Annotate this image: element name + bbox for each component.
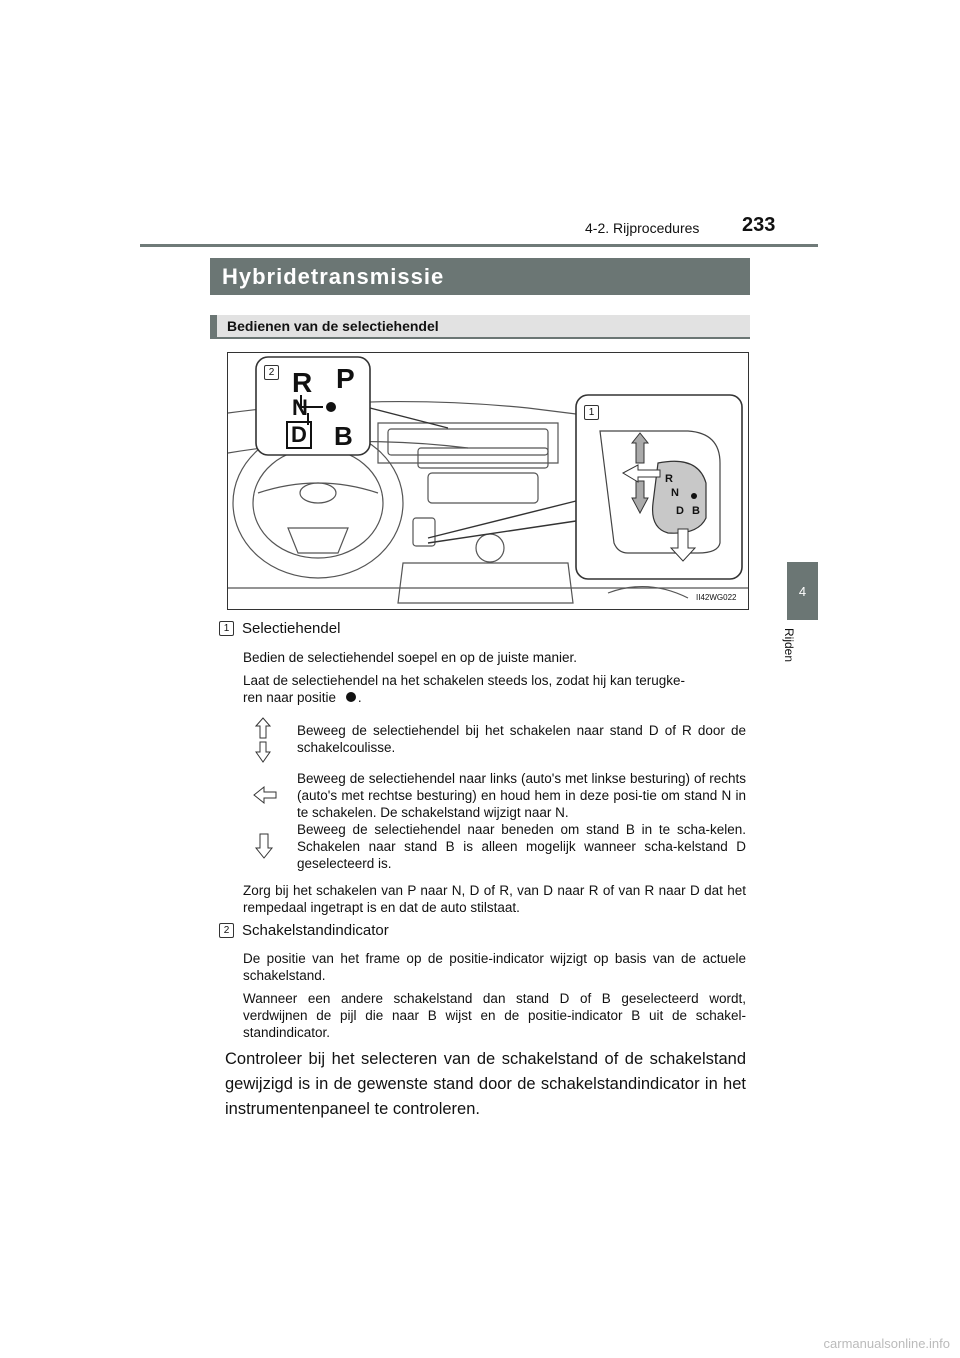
knob-n: N: [671, 487, 679, 499]
item-1-paragraph-2c: .: [357, 690, 362, 705]
down-arrow-icon: [254, 832, 274, 860]
section-subtitle: Bedienen van de selectiehendel: [210, 315, 750, 339]
item-1-paragraph-2b: ren naar positie: [243, 690, 337, 705]
indicator-b: B: [334, 421, 353, 451]
page-number: 233: [742, 214, 776, 236]
knob-b: B: [692, 505, 700, 517]
item-1-paragraph-2: [243, 672, 746, 706]
op-2-text: Beweeg de selectiehendel naar links (auto's met linkse besturing) of rechts (auto's met rechtse besturing) en houd hem in deze posi-tie om stand N in te schakelen. De schakelstand wijzigt naar N.: [297, 771, 746, 820]
indicator-n: N: [292, 395, 308, 420]
watermark: carmanualsonline.info: [823, 1336, 950, 1351]
header-rule: [140, 244, 818, 247]
closing-paragraph: Controleer bij het selecteren van de schakelstand of de schakelstand gewijzigd is in de gewenste stand door de schakelstandindicator in het instrumentenpaneel te controleren.: [225, 1050, 746, 1118]
item-2-paragraph-1: De positie van het frame op de positie-indicator wijzigt op basis van de actuele schakelstand.: [243, 951, 746, 983]
item-1-paragraph-2a: Laat de selectiehendel na het schakelen steeds los, zodat hij kan terugke-: [243, 673, 686, 688]
item-1-heading: Selectiehendel: [242, 620, 341, 637]
callout-2: 2: [264, 365, 279, 380]
item-1-paragraph-3: Zorg bij het schakelen van P naar N, D of R, van D naar R of van R naar D dat het rempedaal ingetrapt is en dat de auto stilstaat.: [243, 883, 746, 915]
callout-1: 1: [584, 405, 599, 420]
indicator-d: D: [286, 421, 312, 449]
chapter-label: Rijden: [782, 628, 796, 663]
chapter-tab: [787, 562, 818, 620]
chapter-number: 4: [798, 583, 807, 599]
item-1-number: 1: [219, 621, 234, 636]
left-arrow-icon: [252, 785, 278, 805]
op-1-text: Beweeg de selectiehendel bij het schakelen naar stand D of R door de schakelcoulisse.: [297, 723, 746, 755]
item-2-paragraph-2: Wanneer een andere schakelstand dan stand D of B geselecteerd wordt, verdwijnen de pijl die naar B wijst en de positie-indicator B uit de schakel-standindicator.: [243, 991, 746, 1040]
item-1-paragraph-1: Bedien de selectiehendel soepel en op de juiste manier.: [243, 650, 577, 665]
figure-code: II42WG022: [696, 593, 737, 602]
up-down-arrows-icon: [252, 716, 274, 766]
knob-dot-icon: [691, 493, 697, 499]
item-2-number: 2: [219, 923, 234, 938]
knob-r: R: [665, 473, 673, 485]
dashboard-figure: [227, 352, 749, 610]
page-title: Hybridetransmissie: [210, 258, 750, 295]
section-reference: 4-2. Rijprocedures: [585, 220, 700, 236]
knob-d: D: [676, 505, 684, 517]
op-3-text: Beweeg de selectiehendel naar beneden om stand B in te scha-kelen. Schakelen naar stand B is alleen mogelijk wanneer scha-kelstand D geselecteerd is.: [297, 822, 746, 871]
indicator-r: R: [292, 367, 313, 398]
item-2-heading: Schakelstandindicator: [242, 922, 389, 939]
park-dot-icon: [326, 402, 336, 412]
indicator-p: P: [336, 363, 355, 394]
park-position-dot-icon: [346, 692, 356, 702]
